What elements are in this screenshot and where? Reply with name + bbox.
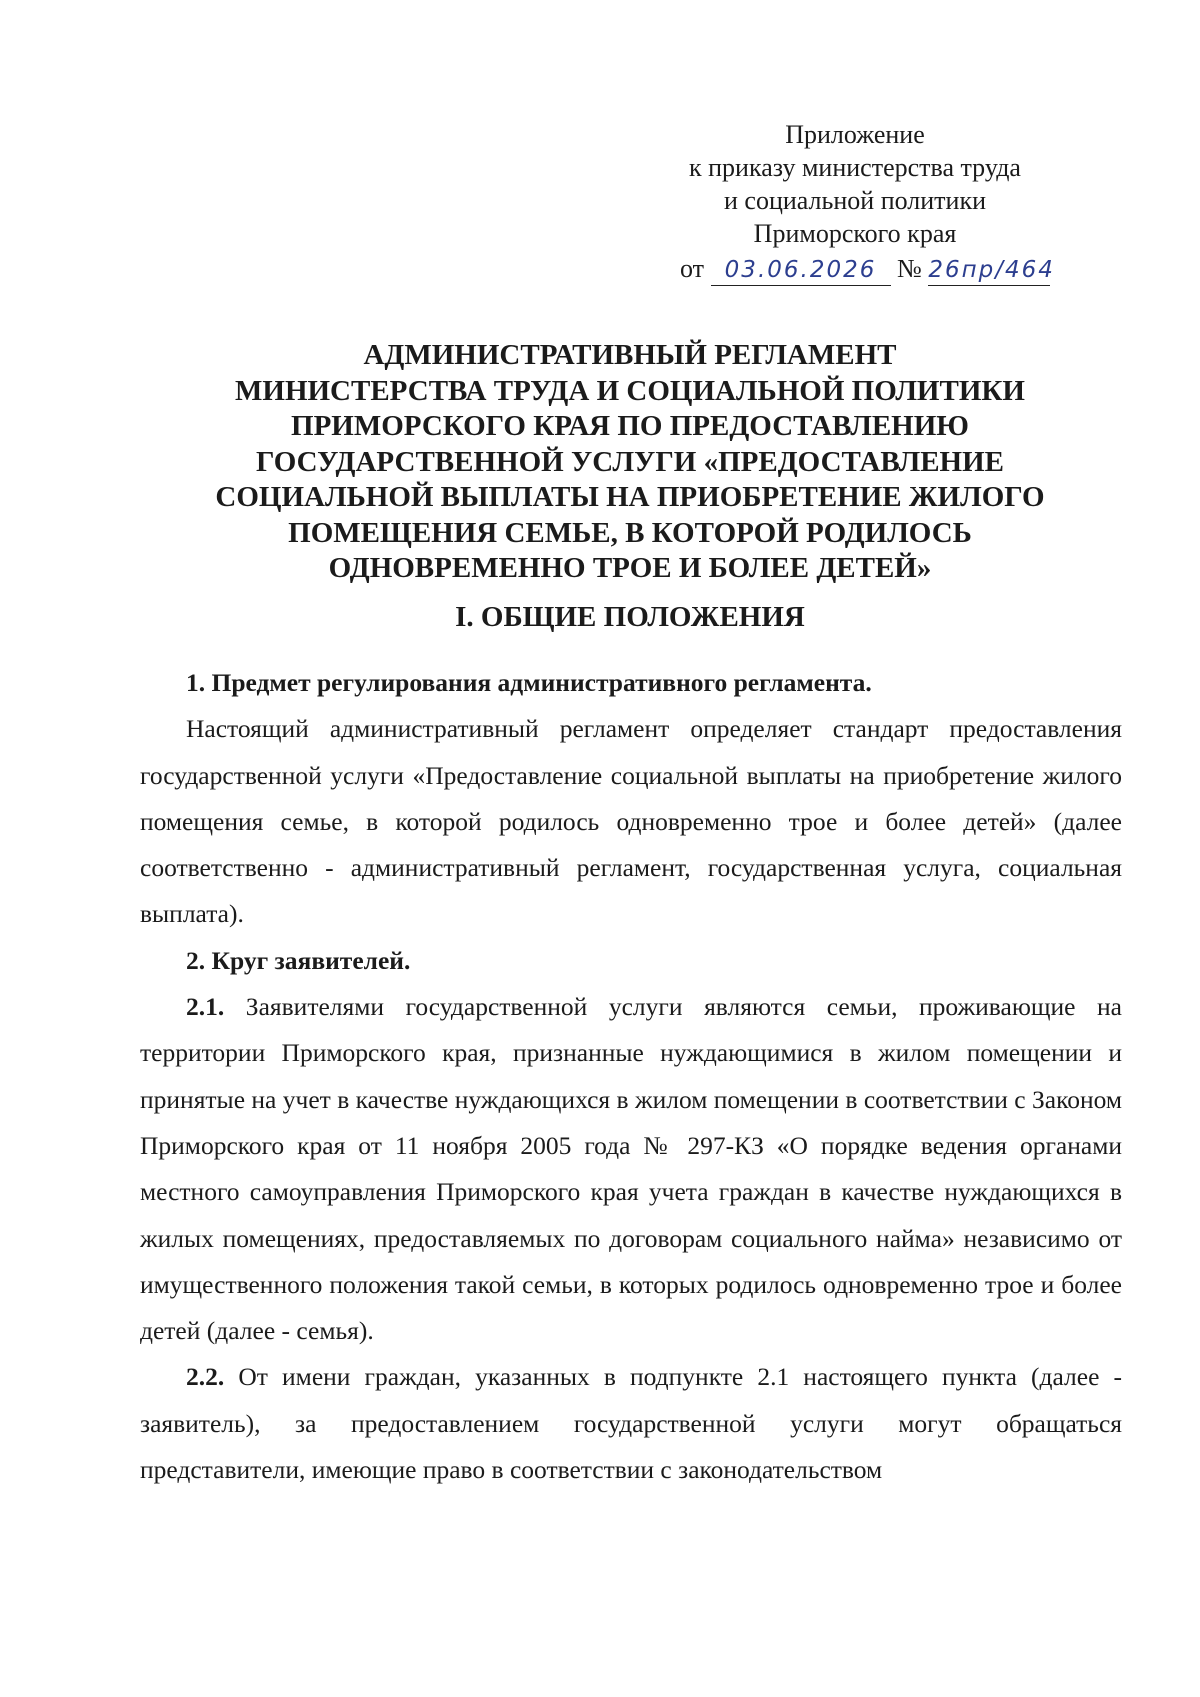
subpoint-text: От имени граждан, указанных в подпункте 2.1 настоящего пункта (далее - заявитель), за предоставлением государственной услуги могут обращаться представители, имеющие право в соответствии с законодательством [140,1362,1122,1485]
handwritten-date: 03.06.2026 [711,255,891,286]
title-line: МИНИСТЕРСТВА ТРУДА И СОЦИАЛЬНОЙ ПОЛИТИКИ [235,374,1025,407]
title-line: ПРИМОРСКОГО КРАЯ ПО ПРЕДОСТАВЛЕНИЮ [291,410,969,442]
paragraph-2-2 [140,1354,1122,1493]
paragraph-heading-2: 2. Круг заявителей. [186,945,411,975]
subpoint-label: 2.1. [186,992,225,1022]
section-heading: I. ОБЩИЕ ПОЛОЖЕНИЯ [455,601,805,633]
subpoint-label: 2.2. [186,1362,225,1392]
number-sign-label: № [897,254,922,283]
title-line: ПОМЕЩЕНИЯ СЕМЬЕ, В КОТОРОЙ РОДИЛОСЬ [288,516,972,549]
handwritten-order-number: 26пр/464 [928,255,1050,286]
paragraph-2-1 [140,984,1122,1354]
paragraph-1: Настоящий административный регламент определяет стандарт предоставления государственной услуги «Предоставление социальной выплаты на приобретение жилого помещения семье, в которой родилось одновременно трое и более детей» (далее соответственно - административный регламент, государственная услуга, социальная выплата). [140,714,1122,929]
title-line: ГОСУДАРСТВЕННОЙ УСЛУГИ «ПРЕДОСТАВЛЕНИЕ [255,445,1005,478]
appendix-line-2: к приказу министерства труда [689,153,1021,182]
paragraph-heading-1: 1. Предмет регулирования административного регламента. [186,668,872,697]
title-line: ОДНОВРЕМЕННО ТРОЕ И БОЛЕЕ ДЕТЕЙ» [328,552,932,584]
appendix-line-3: и социальной политики [724,186,986,215]
document-body [140,660,1122,1493]
order-reference-line [640,252,1070,286]
subpoint-text: Заявителями государственной услуги являются семьи, проживающие на территории Приморского края, признанные нуждающимися в жилом помещении и принятые на учет в качестве нуждающихся в жилом помещении в соответствии с Законом Приморского края от 11 ноября 2005 года № 297-КЗ «О порядке ведения органами местного самоуправления Приморского края учета граждан в качестве нуждающихся в жилых помещениях, предоставляемых по договорам социального найма» независимо от имущественного положения такой семьи, в которых родилось одновременно трое и более детей (далее - семья). [140,992,1122,1346]
title-line: АДМИНИСТРАТИВНЫЙ РЕГЛАМЕНТ [363,339,897,371]
title-line: СОЦИАЛЬНОЙ ВЫПЛАТЫ НА ПРИОБРЕТЕНИЕ ЖИЛОГО [215,481,1045,513]
appendix-line-4: Приморского края [753,219,957,248]
document-title [200,338,1060,587]
from-label: от [680,254,705,283]
appendix-header [640,118,1070,286]
appendix-line-1: Приложение [785,120,925,149]
